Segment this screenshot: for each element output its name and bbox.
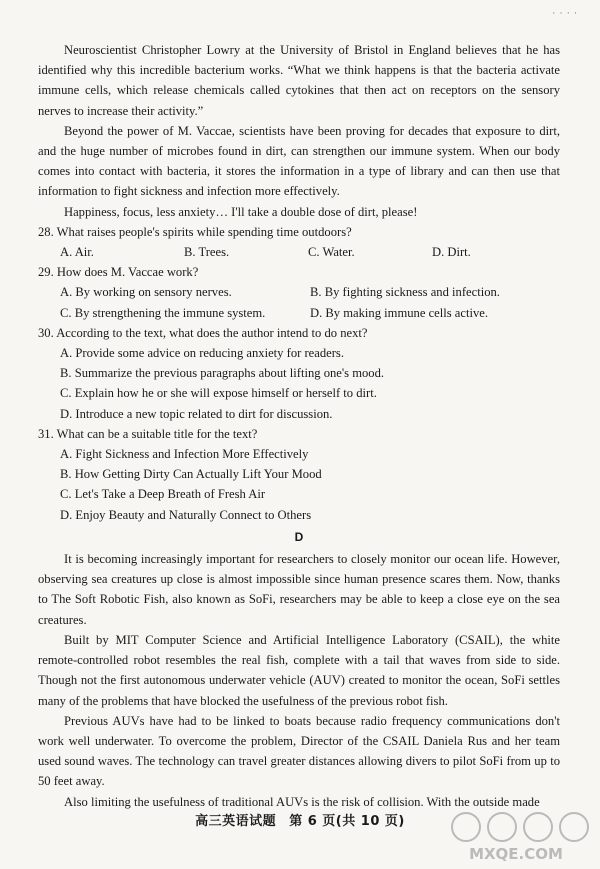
question-stem: 30. According to the text, what does the author intend to do next?	[38, 325, 368, 340]
paragraph-happiness: Happiness, focus, less anxiety… I'll take a double dose of dirt, please!	[64, 204, 418, 219]
question-29	[38, 262, 560, 323]
option-d: D. Introduce a new topic related to dirt for discussion.	[60, 406, 333, 421]
paragraph-immune: Beyond the power of M. Vaccae, scientists have been proving for decades that exposure to dirt, and the huge number of microbes found in dirt, can strengthen our immune system. When our body comes into contact with bacteria, it stores the information in a type of library and can then use that information to fight sickness and infection more effectively.	[38, 123, 560, 199]
paragraph-ocean: It is becoming increasingly important for researchers to closely monitor our ocean life. However, observing sea creatures up close is almost impossible since human presence scares them. Now, thanks to The Soft Robotic Fish, also known as SoFi, researchers may be able to keep a close eye on the sea creatures.	[38, 552, 560, 627]
option-b: B. Summarize the previous paragraphs about lifting one's mood.	[60, 366, 385, 381]
option-a: A. Fight Sickness and Infection More Effectively	[60, 447, 309, 462]
paragraph-auv: Previous AUVs have had to be linked to boats because radio frequency communications don't work well underwater. To overcome the problem, Director of the CSAIL Daniela Rus and her team used sound waves. The technology can travel greater distances allowing divers to pilot SoFi from up to 50 feet away.	[38, 713, 560, 789]
paragraph-csail: Built by MIT Computer Science and Artificial Intelligence Laboratory (CSAIL), the white remote-controlled robot resembles the real fish, complete with a tail that waves from side to side. Though not the first autonomous underwater vehicle (AUV) created to monitor the ocean, SoFi settles many of the problems that have blocked the usefulness of the previous robot fish.	[38, 632, 560, 708]
question-28	[38, 222, 560, 262]
option-b: B. Trees.	[184, 245, 230, 260]
question-31	[38, 424, 560, 525]
footer-title: 高三英语试题	[195, 814, 277, 829]
page-content	[38, 40, 560, 812]
paragraph-lowry: Neuroscientist Christopher Lowry at the University of Bristol in England believes that he has identified why this incredible bacterium works. “What we think happens is that the bacteria activate immune cells, which release chemicals called cytokines that then act on receptors on the sensory nerves to increase their activity.”	[38, 43, 560, 118]
option-c: C. By strengthening the immune system.	[60, 305, 266, 320]
option-b: B. How Getting Dirty Can Actually Lift Your Mood	[60, 467, 322, 482]
option-d: D. Dirt.	[432, 245, 471, 260]
option-b: B. By fighting sickness and infection.	[310, 285, 500, 300]
question-stem: 29. How does M. Vaccae work?	[38, 265, 199, 280]
question-stem: 28. What raises people's spirits while spending time outdoors?	[38, 224, 352, 239]
option-a: A. By working on sensory nerves.	[60, 285, 232, 300]
option-a: A. Air.	[60, 245, 94, 260]
watermark-logo	[436, 805, 596, 865]
option-d: D. By making immune cells active.	[310, 305, 489, 320]
question-stem: 31. What can be a suitable title for the text?	[38, 426, 258, 441]
option-a: A. Provide some advice on reducing anxiety for readers.	[60, 346, 344, 361]
option-c: C. Let's Take a Deep Breath of Fresh Air	[60, 487, 266, 502]
options-row	[60, 282, 560, 302]
option-d: D. Enjoy Beauty and Naturally Connect to Others	[60, 507, 312, 522]
question-30	[38, 323, 560, 424]
section-heading: D	[294, 529, 304, 544]
option-c: C. Explain how he or she will expose himself or herself to dirt.	[60, 386, 377, 401]
paragraph-collision: Also limiting the usefulness of traditional AUVs is the risk of collision. With the outside made	[64, 794, 540, 809]
options-row	[60, 303, 560, 323]
footer-page: 第 6 页(共 10 页)	[289, 814, 405, 829]
watermark-text: MXQE.COM	[469, 845, 563, 863]
option-c: C. Water.	[308, 245, 355, 260]
options-row	[60, 242, 560, 262]
corner-mark: · · · ·	[552, 8, 578, 18]
